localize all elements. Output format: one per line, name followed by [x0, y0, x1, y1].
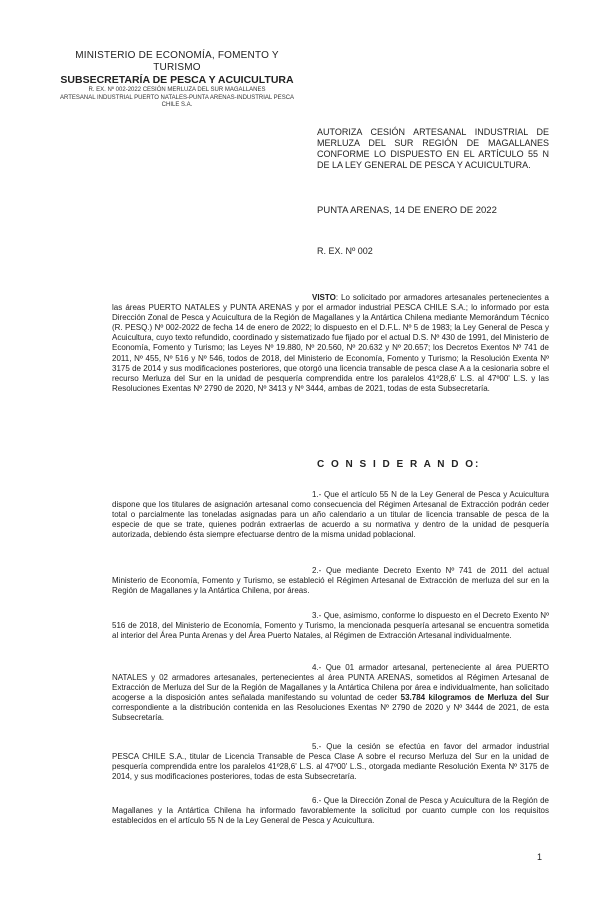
- considerando-4-text-a: 4.- Que 01 armador artesanal, perteneciente al área PUERTO NATALES y 02 armadores artesanales, pertenecientes al área PUNTA ARENAS, sometidos al Régimen Artesanal de Extracción de Merluza del Sur de la Región de Magallanes y la Antártica Chilena por área e individualmente, han solicitado acogerse a la disposición antes señalada manifestando su voluntad de ceder: [112, 663, 549, 703]
- considerando-6-text: 6.- Que la Dirección Zonal de Pesca y Acuicultura de la Región de Magallanes y la Antártica Chilena ha informado favorablemente la solicitud por cuanto cumple con los requisitos establecidos en el artículo 55 N de la Ley General de Pesca y Acuicultura.: [112, 796, 549, 826]
- subsecretaria-name: SUBSECRETARÍA DE PESCA Y ACUICULTURA: [60, 74, 294, 86]
- letterhead: [52, 50, 302, 110]
- considerando-heading: C O N S I D E R A N D O:: [317, 459, 481, 470]
- visto-label: VISTO: [312, 293, 336, 302]
- considerando-3-text: 3.- Que, asimismo, conforme lo dispuesto en el Decreto Exento Nº 516 de 2018, del Ministerio de Economía, Fomento y Turismo, la mencionada pesquería artesanal se encuentra sometida al interior del Área Punta Arenas y del Área Puerto Natales, al Régimen de Extracción Artesanal individualmente.: [112, 611, 549, 641]
- visto-paragraph: [112, 293, 549, 394]
- considerando-4-text-b: correspondiente a la distribución contenida en las Resoluciones Exentas Nº 2790 de 2020 y Nº 3444 de 2021, de esta Subsecretaría.: [112, 703, 549, 723]
- resolution-number: R. EX. Nº 002: [317, 246, 373, 256]
- considerando-4: [112, 663, 549, 724]
- page-number: 1: [537, 852, 543, 862]
- resolution-date: PUNTA ARENAS, 14 DE ENERO DE 2022: [317, 205, 497, 216]
- considerando-5-text: 5.- Que la cesión se efectúa en favor del armador industrial PESCA CHILE S.A., titular de Licencia Transable de Pesca Clase A sobre el recurso Merluza del Sur en la unidad de pesquería comprendida entre los paralelos 41º28,6' L.S. al 47º00' L.S., otorgada mediante Resolución Exenta Nº 3175 de 2014, y sus modificaciones posteriores, todas de esta Subsecretaría.: [112, 742, 549, 782]
- considerando-4-bold: 53.784 kilogramos de Merluza del Sur: [400, 693, 550, 703]
- reference-line-3: CHILE S.A.: [161, 102, 193, 108]
- ministry-name: MINISTERIO DE ECONOMÍA, FOMENTO Y TURISMO: [75, 50, 279, 73]
- reference-line-1: R. EX. Nº 002-2022 CESIÓN MERLUZA DEL SUR MAGALLANES: [88, 87, 266, 93]
- considerando-5: [112, 742, 549, 782]
- reference-line-2: ARTESANAL INDUSTRIAL PUERTO NATALES-PUNTA ARENAS-INDUSTRIAL PESCA: [59, 94, 295, 101]
- considerando-6: [112, 796, 549, 826]
- considerando-3: [112, 611, 549, 641]
- considerando-2: [112, 566, 549, 596]
- considerando-2-text: 2.- Que mediante Decreto Exento Nº 741 de 2011 del actual Ministerio de Economía, Fomento y Turismo, se estableció el Régimen Artesanal de Extracción de merluza del sur en la Región de Magallanes y la Antártica Chilena, por áreas.: [112, 566, 549, 596]
- resolution-subject: AUTORIZA CESIÓN ARTESANAL INDUSTRIAL DE MERLUZA DEL SUR REGIÓN DE MAGALLANES CONFORME LO DISPUESTO EN EL ARTÍCULO 55 N DE LA LEY GENERAL DE PESCA Y ACUICULTURA.: [317, 127, 549, 170]
- visto-text: : Lo solicitado por armadores artesanales pertenecientes a las áreas PUERTO NATALES y PUNTA ARENAS y por el armador industrial PESCA CHILE S.A.; lo informado por esta Dirección Zonal de Pesca y Acuicultura de la Región de Magallanes y la Antártica Chilena mediante Memorándum Técnico (R. PESQ.) Nº 002-2022 de fecha 14 de enero de 2022; lo dispuesto en el D.F.L. Nº 5 de 1983; la Ley General de Pesca y Acuicultura, cuyo texto refundido, coordinado y sistematizado fue fijado por el actual D.S. Nº 430 de 1991, del Ministerio de Economía, Fomento y Turismo; las Leyes Nº 19.880, Nº 20.560, Nº 20.632 y Nº 20.657; los Decretos Exentos Nº 741 de 2011, Nº 455, Nº 516 y Nº 546, todos de 2018, del Ministerio de Economía, Fomento y Turismo; la Resolución Exenta Nº 3175 de 2014 y sus modificaciones posteriores, que otorgó una licencia transable de pesca clase A a la cesionaria sobre el recurso Merluza del Sur en la unidad de pesquería comprendida entre los paralelos 41º28,6' L.S. al 47º00' L.S. y las Resoluciones Exentas Nº 2790 de 2020, Nº 3413 y Nº 3444, ambas de 2021, todas de esta Subsecretaría.: [112, 293, 549, 393]
- considerando-1-text: 1.- Que el artículo 55 N de la Ley General de Pesca y Acuicultura dispone que los titulares de asignación artesanal como consecuencia del Régimen Artesanal de Extracción podrán ceder total o parcialmente las toneladas asignadas para un año calendario a un titular de licencia transable de pesca de la especie de que se trate, quienes podrán extraerlas de acuerdo a su normativa y dentro de la unidad de pesquería autorizada, debiendo ésta siempre efectuarse dentro de la misma unidad poblacional.: [112, 490, 549, 540]
- considerando-1: [112, 490, 549, 540]
